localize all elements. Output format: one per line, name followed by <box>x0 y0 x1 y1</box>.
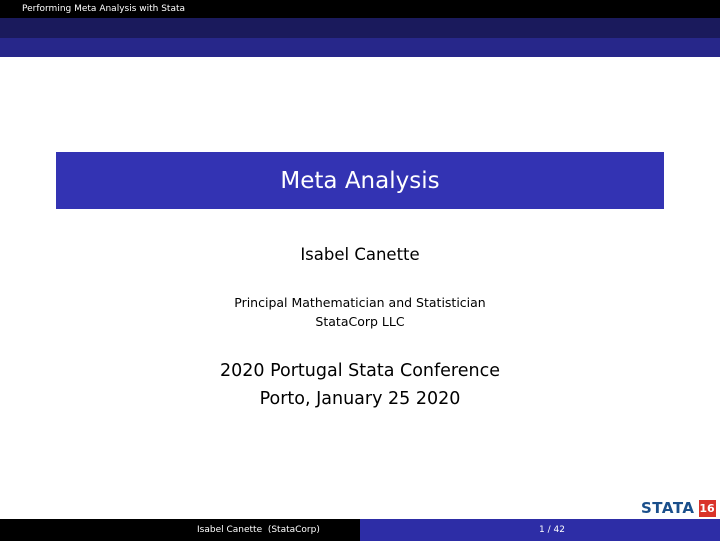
page-number: 1 / 42 <box>539 525 565 535</box>
stata-logo <box>641 500 716 517</box>
slide-title-box <box>56 152 664 209</box>
footer-author <box>0 519 360 541</box>
footer-author-text: Isabel Canette (StataCorp) <box>197 525 320 535</box>
stata-logo-word: STATA <box>641 499 695 517</box>
headline-bar <box>0 0 720 18</box>
author-name: Isabel Canette <box>300 245 420 264</box>
header-band-dark <box>0 18 720 38</box>
header-band-mid <box>0 38 720 57</box>
conference-date: Porto, January 25 2020 <box>259 389 461 409</box>
running-title: Performing Meta Analysis with Stata <box>22 4 186 14</box>
slide-title: Meta Analysis <box>280 167 440 194</box>
institute-org: StataCorp LLC <box>315 314 405 329</box>
stata-version-badge: 16 <box>699 502 715 515</box>
footer-page <box>360 519 720 541</box>
conference-name: 2020 Portugal Stata Conference <box>220 361 500 381</box>
institute-role: Principal Mathematician and Statistician <box>234 295 486 310</box>
